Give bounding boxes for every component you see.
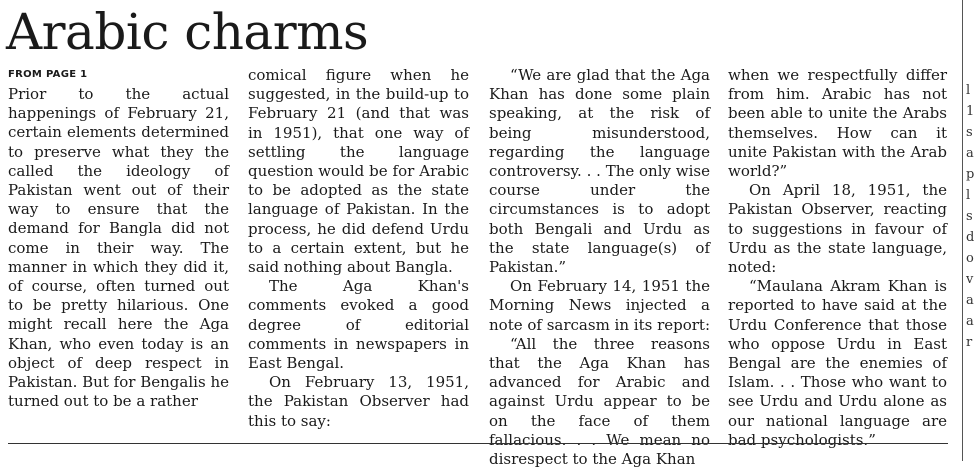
paragraph: “Maulana Akram Khan is reported to have said at the Urdu Conference that those who oppose Urdu in East Bengal are the enemies of Islam. . . Those who want to see Urdu and Urdu alone as our national language are bad psychologists.” — [728, 277, 947, 449]
paragraph: “We are glad that the Aga Khan has done some plain speaking, at the risk of being misunderstood, regarding the language controversy. . . The only wise course under the circumstances is to adopt both Bengali and Urdu as the state language(s) of Pakistan.” — [489, 66, 710, 277]
paragraph: comical figure when he suggested, in the build-up to February 21 (and that was in 1951), that one way of settling the language question would be for Arabic to be adopted as the state language of Pakistan. In the process, he did defend Urdu to a certain extent, but he said nothing about Bangla. — [248, 66, 469, 277]
article-column-2 — [248, 66, 469, 431]
paragraph: On February 13, 1951, the Pakistan Observer had this to say: — [248, 373, 469, 430]
article-column-4 — [728, 66, 947, 450]
paragraph: On April 18, 1951, the Pakistan Observer, reacting to suggestions in favour of Urdu as the state language, noted: — [728, 181, 947, 277]
adjacent-article-fragment: l 1 s a p l s d o v a a r — [966, 83, 974, 350]
column-divider — [962, 0, 963, 461]
paragraph: Prior to the actual happenings of February 21, certain elements determined to preserve what they the called the ideology of Pakistan went out of their way to ensure that the demand for Bangla did not come in their way. The manner in which they did it, of course, often turned out to be pretty hilarious. One might recall here the Aga Khan, who even today is an object of deep respect in Pakistan. But for Bengalis he turned out to be a rather — [8, 85, 229, 411]
headline: Arabic charms — [6, 3, 369, 61]
paragraph: The Aga Khan's comments evoked a good degree of editorial comments in newspapers in East Bengal. — [248, 277, 469, 373]
bottom-rule — [8, 443, 948, 444]
article-column-3 — [489, 66, 710, 469]
paragraph: “All the three reasons that the Aga Khan has advanced for Arabic and against Urdu appear to be on the face of them fallacious. . . We mean no disrespect to the Aga Khan — [489, 334, 710, 469]
paragraph: On February 14, 1951 the Morning News injected a note of sarcasm in its report: — [489, 277, 711, 334]
paragraph: when we respectfully differ from him. Arabic has not been able to unite the Arabs themselves. How can it unite Pakistan with the Arab world?” — [728, 66, 947, 181]
kicker-from-page: FROM PAGE 1 — [8, 69, 88, 80]
article-column-1 — [8, 85, 229, 411]
